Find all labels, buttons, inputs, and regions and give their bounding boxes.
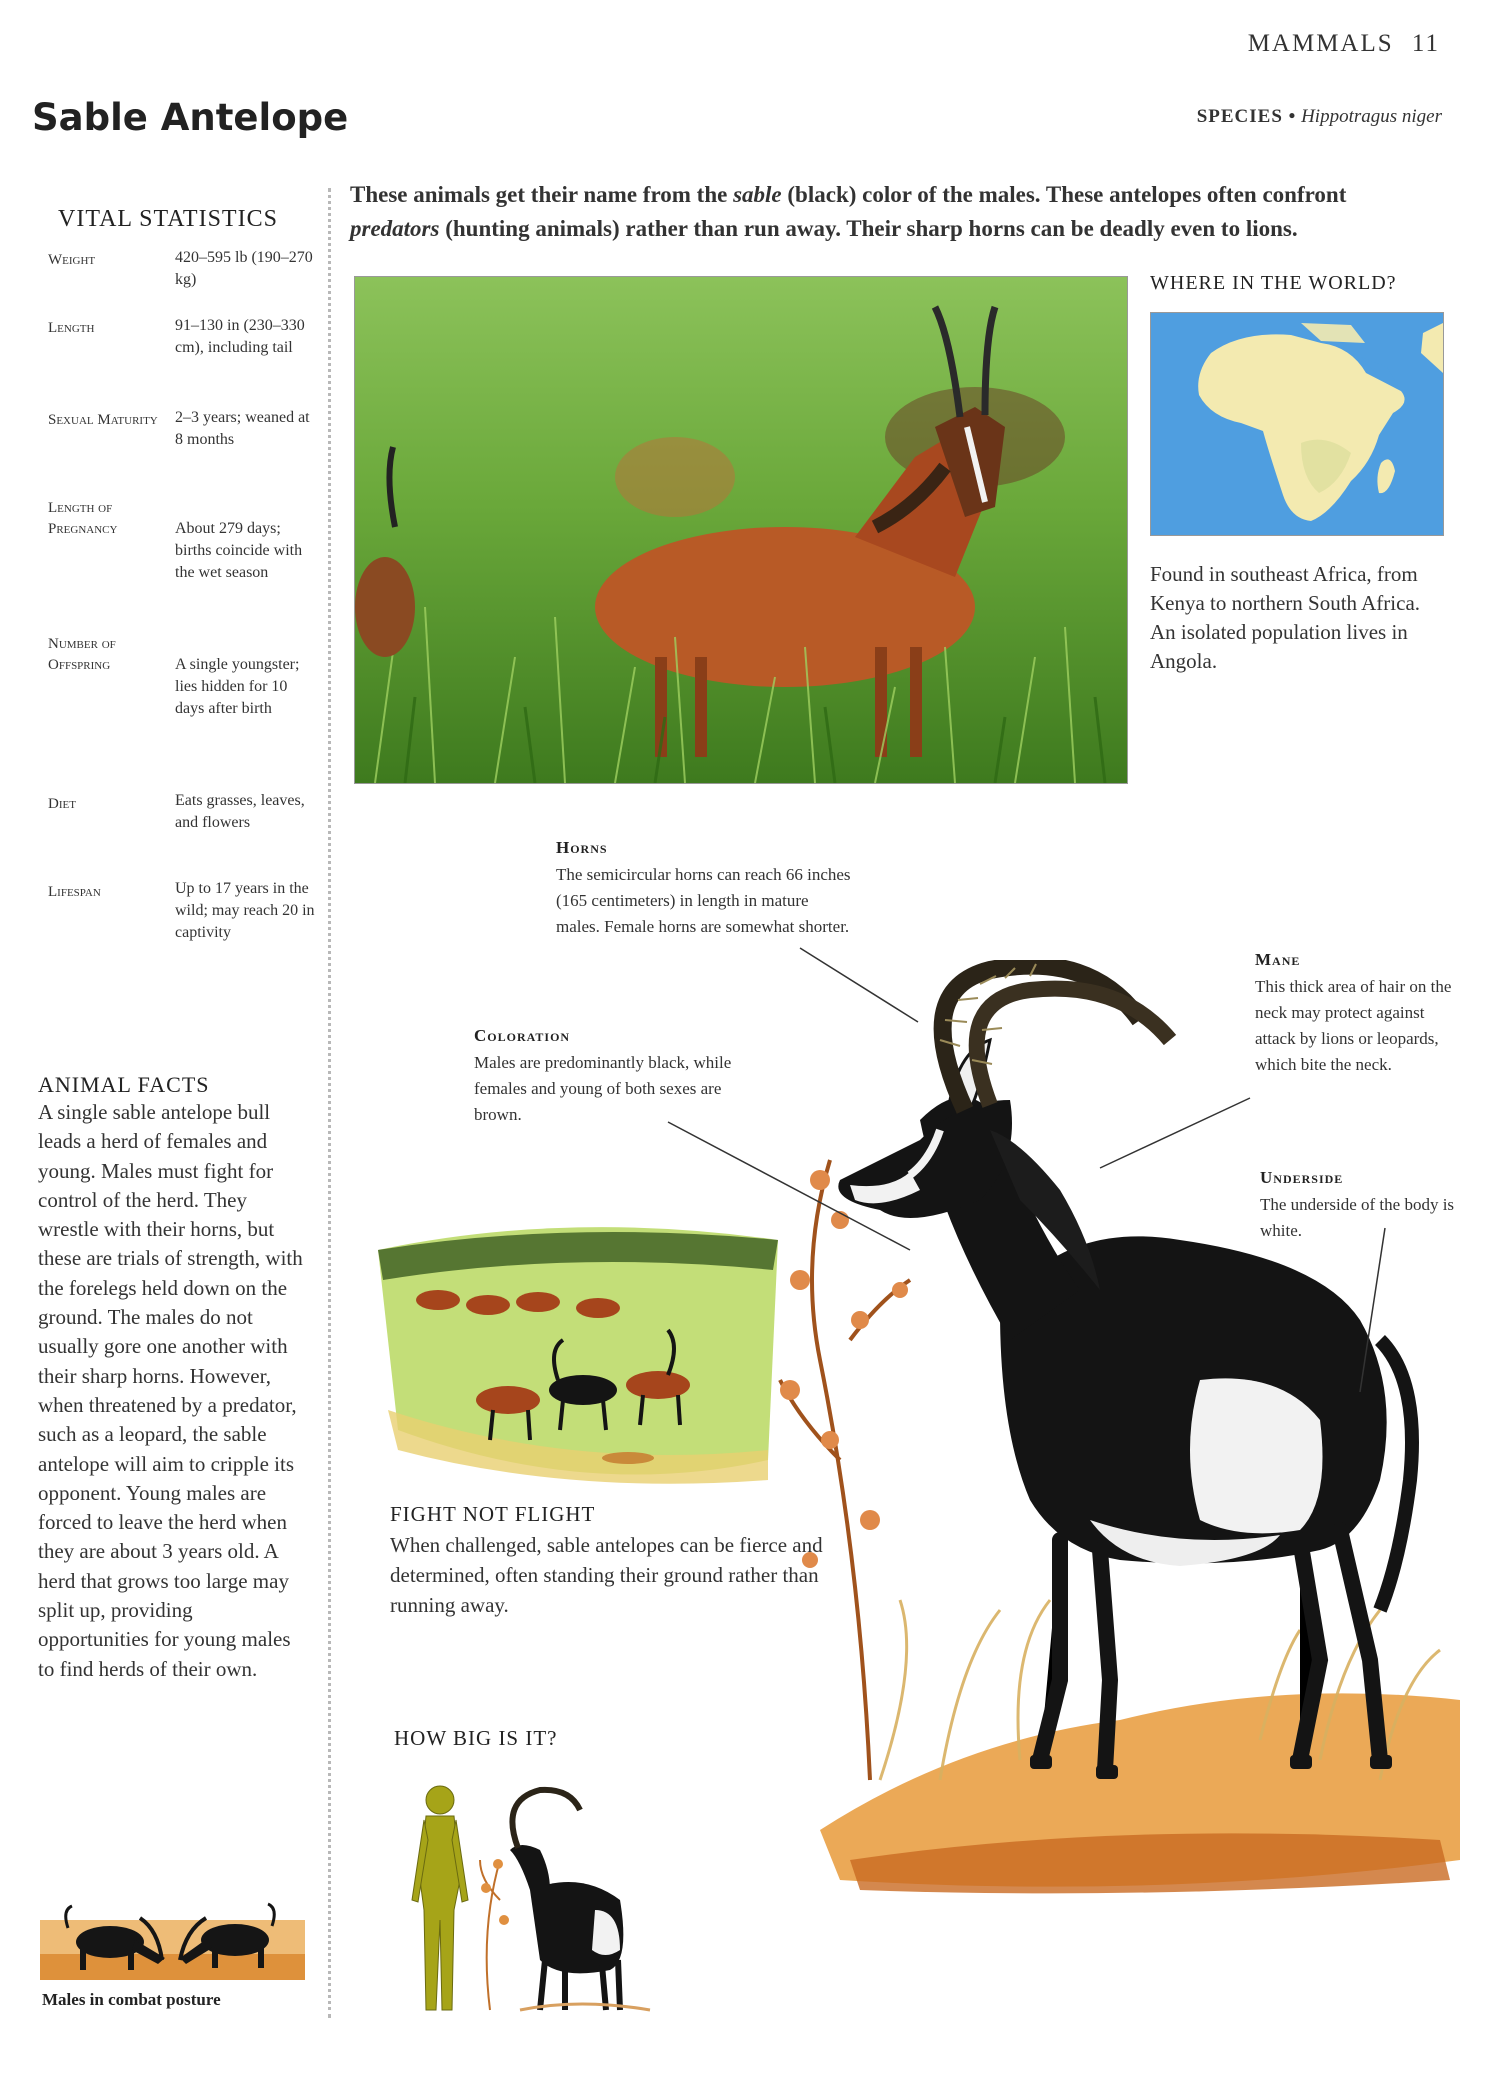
page-title: Sable Antelope [32, 96, 349, 139]
stat-value-pregnancy: About 279 days; births coincide with the wet season [175, 520, 303, 581]
stat-label-sexual-maturity: Sexual Maturity [48, 412, 158, 428]
stat-value-length: 91–130 in (230–330 cm), including tail [175, 317, 305, 356]
stat-value-weight: 420–595 lb (190–270 kg) [175, 249, 313, 288]
horns-text: The semicircular horns can reach 66 inches (165 centimeters) in length in mature males. Female horns are somewhat shorter. [556, 865, 851, 936]
size-comparison-illustration [380, 1760, 660, 2020]
combat-caption: Males in combat posture [42, 1990, 221, 2009]
sable-antelope-illustration [760, 960, 1480, 1900]
intro-text-1: These animals get their name from the [350, 182, 734, 207]
where-in-world-title: WHERE IN THE WORLD? [1150, 272, 1397, 294]
fight-not-flight-title: FIGHT NOT FLIGHT [390, 1502, 596, 1526]
stat-label-diet: Diet [48, 796, 76, 812]
species-value: Hippotragus niger [1301, 106, 1442, 127]
antelope-photo [354, 276, 1128, 784]
fight-not-flight-text: When challenged, sable antelopes can be fierce and determined, often standing their ground rather than running away. [390, 1533, 823, 1617]
running-header [1248, 30, 1440, 58]
stat-value-diet: Eats grasses, leaves, and flowers [175, 792, 305, 831]
intro-em-sable: sable [733, 182, 782, 207]
species-line [1197, 106, 1442, 128]
herd-illustration [368, 1210, 788, 1490]
stat-value-sexual-maturity: 2–3 years; weaned at 8 months [175, 409, 310, 448]
sidebar-divider [328, 188, 331, 2018]
page-number: 11 [1411, 30, 1440, 57]
animal-facts-title: ANIMAL FACTS [38, 1072, 210, 1097]
stat-value-lifespan: Up to 17 years in the wild; may reach 20 in captivity [175, 880, 315, 941]
underside-text: The underside of the body is white. [1260, 1195, 1455, 1240]
mane-title: Mane [1255, 950, 1301, 969]
horns-title: Horns [556, 838, 608, 857]
combat-illustration [40, 1880, 305, 1980]
stat-label-length: Length [48, 320, 95, 336]
mane-text: This thick area of hair on the neck may protect against attack by lions or leopards, which bite the neck. [1255, 977, 1452, 1074]
stat-label-lifespan: Lifespan [48, 884, 101, 900]
section-name: MAMMALS [1247, 30, 1394, 57]
intro-text-2: (black) color of the males. These antelopes often confront [781, 182, 1347, 207]
species-label: SPECIES • [1196, 106, 1297, 127]
intro-em-predators: predators [350, 216, 440, 241]
animal-facts-text: A single sable antelope bull leads a herd of females and young. Males must fight for control of the herd. They wrestle with their horns, but these are trials of strength, with the forelegs held down on the ground. The males do not usually gore one another with their sharp horns. However, when threatened by a predator, such as a leopard, the sable antelope will aim to cripple its opponent. Young males are forced to leave the herd when they are about 3 years old. A herd that grows too large may split up, providing opportunities for young males to find herds of their own. [38, 1100, 303, 1681]
stat-value-offspring: A single youngster; lies hidden for 10 days after birth [175, 656, 300, 717]
coloration-title: Coloration [474, 1026, 571, 1045]
where-in-world-text: Found in southeast Africa, from Kenya to northern South Africa. An isolated population lives in Angola. [1150, 562, 1421, 673]
underside-title: Underside [1260, 1168, 1344, 1187]
coloration-text: Males are predominantly black, while females and young of both sexes are brown. [474, 1053, 732, 1124]
vital-statistics-title: VITAL STATISTICS [58, 206, 278, 232]
stat-label-offspring: Number of Offspring [48, 636, 116, 673]
africa-range-map [1150, 312, 1444, 536]
intro-text-3: (hunting animals) rather than run away. Their sharp horns can be deadly even to lions. [439, 216, 1298, 241]
stat-label-weight: Weight [48, 252, 96, 268]
stat-label-pregnancy: Length of Pregnancy [48, 500, 118, 537]
intro-paragraph [350, 178, 1430, 246]
how-big-title: HOW BIG IS IT? [394, 1726, 558, 1750]
